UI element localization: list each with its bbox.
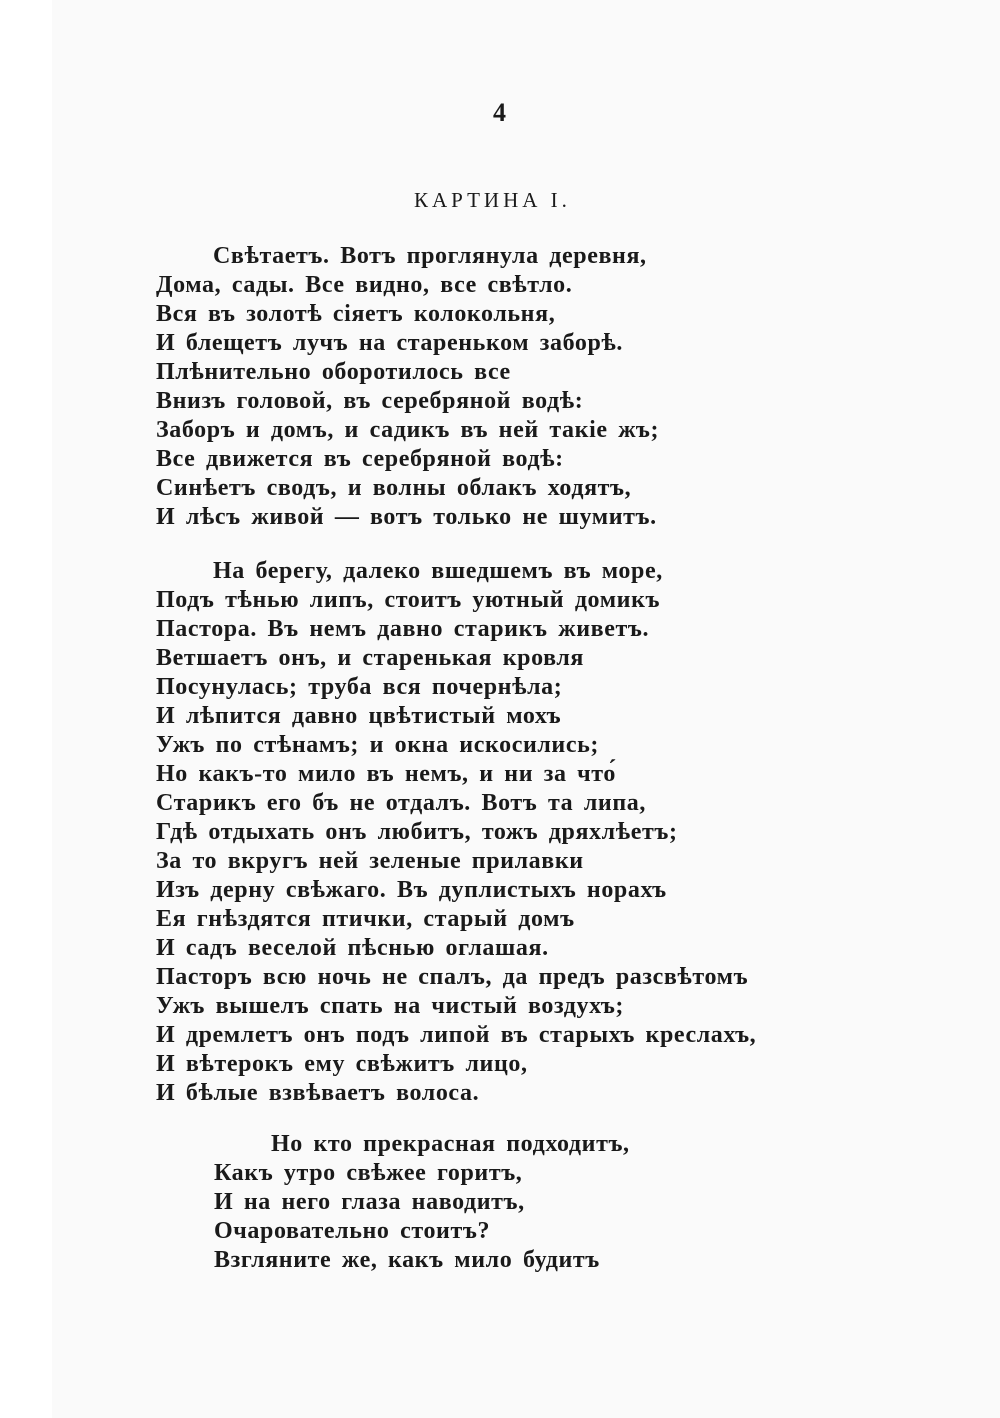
stanza-1 — [156, 242, 659, 532]
verse-line: Ея гнѣздятся птички, старый домъ — [156, 906, 575, 932]
verse-line: Пасторъ всю ночь не спалъ, да предъ разсвѣтомъ — [156, 964, 749, 990]
verse-line: Но кто прекрасная подходитъ, — [271, 1131, 630, 1157]
verse-line: Ужъ вышелъ спать на чистый воздухъ; — [156, 993, 625, 1019]
page-number: 4 — [493, 98, 506, 127]
verse-line: Ужъ по стѣнамъ; и окна искосились; — [156, 732, 599, 758]
verse-line: Все движется въ серебряной водѣ: — [156, 446, 564, 472]
verse-line: Свѣтаетъ. Вотъ проглянула деревня, — [213, 243, 647, 269]
verse-line: За то вкругъ ней зеленые прилавки — [156, 848, 584, 874]
verse-line: Взгляните же, какъ мило будитъ — [214, 1247, 600, 1273]
verse-line: Дома, сады. Все видно, все свѣтло. — [156, 272, 573, 298]
verse-line: Вся въ золотѣ сіяетъ колокольня, — [156, 301, 556, 327]
verse-line: Внизъ головой, въ серебряной водѣ: — [156, 388, 584, 414]
verse-line: И вѣтерокъ ему свѣжитъ лицо, — [156, 1051, 528, 1077]
verse-line: И бѣлые взвѣваетъ волоса. — [156, 1080, 480, 1106]
verse-line: Пастора. Въ немъ давно старикъ живетъ. — [156, 616, 650, 642]
section-title: КАРТИНА I. — [414, 188, 571, 212]
verse-line: И блещетъ лучъ на стареньком заборѣ. — [156, 330, 624, 356]
verse-line: Синѣетъ сводъ, и волны облакъ ходятъ, — [156, 475, 632, 501]
verse-line: Какъ утро свѣжее горитъ, — [214, 1160, 523, 1186]
verse-line: Старикъ его бъ не отдалъ. Вотъ та липа, — [156, 790, 646, 816]
verse-line: И дремлетъ онъ подъ липой въ старыхъ креслахъ, — [156, 1022, 757, 1048]
verse-line: И лѣпится давно цвѣтистый мохъ — [156, 703, 562, 729]
verse-line: Изъ дерну свѣжаго. Въ дуплистыхъ норахъ — [156, 877, 667, 903]
stanza-3 — [214, 1130, 630, 1275]
verse-line: Ветшаетъ онъ, и старенькая кровля — [156, 645, 584, 671]
verse-line: И лѣсъ живой — вотъ только не шумитъ. — [156, 504, 657, 530]
verse-line: И садъ веселой пѣснью оглашая. — [156, 935, 549, 961]
verse-line: Заборъ и домъ, и садикъ въ ней такіе жъ; — [156, 417, 660, 443]
verse-line: И на него глаза наводитъ, — [214, 1189, 525, 1215]
verse-line: Плѣнительно оборотилось все — [156, 359, 511, 385]
verse-line: Гдѣ отдыхать онъ любитъ, тожъ дряхлѣетъ; — [156, 819, 678, 845]
stanza-2 — [156, 557, 756, 1108]
verse-line: Очаровательно стоитъ? — [214, 1218, 491, 1244]
verse-line: Посунулась; труба вся почернѣла; — [156, 674, 563, 700]
verse-line: Подъ тѣнью липъ, стоитъ уютный домикъ — [156, 587, 661, 613]
verse-line: Но какъ-то мило въ немъ, и ни за что́ — [156, 761, 616, 787]
verse-line: На берегу, далеко вшедшемъ въ море, — [213, 558, 663, 584]
